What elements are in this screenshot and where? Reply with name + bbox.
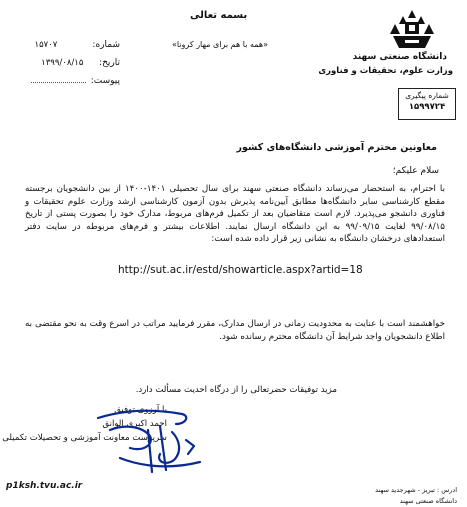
letter-date-value: ۱۳۹۹/۰۸/۱۵ (41, 58, 84, 68)
tracking-number-box (398, 88, 456, 120)
attachment-dotted-line (31, 82, 86, 83)
ministry-name: وزارت علوم، تحقیقات و فناوری (318, 66, 453, 76)
letter-attachment-label: پیوست: (90, 76, 120, 86)
university-logo-icon (385, 8, 439, 50)
handwritten-signature (90, 400, 220, 480)
letter-number-value: ۱۵۷۰۷ (34, 40, 58, 50)
watermark: p1ksh.tvu.ac.ir (6, 481, 83, 491)
signatory-title: سرپرست معاونت آموزشی و تحصیلات تکمیلی (2, 433, 167, 443)
letter-attachment (10, 76, 120, 86)
closing-line: مزید توفیقات حضرتعالی را از درگاه احدیت مسألت دارد. (135, 385, 337, 395)
body-paragraph-1: با احترام، به استحضار می‌رساند دانشگاه صنعتی سهند برای سال تحصیلی ۱۴۰۱-۱۴۰۰ از بین دانشجویان برجسته مقطع کارشناسی سایر دانشگاه‌ها مطابق آیین‌نامه پذیرش بدون آزمون کارشناسی ارشد وزارت علوم تحقیقات و فناوری دانشجو می‌پذیرد. لازم است متقاضیان بعد از تکمیل فرم‌های مربوط، مدارک خود را بصورت پستی از تاریخ ۹۹/۰۸/۱۵ لغایت ۹۹/۰۹/۱۵ به این دانشگاه ارسال نمایند. اطلاعات بیشتر و فرم‌های مربوطه در سایت دفتر استعدادهای درخشان دانشگاه به نشانی زیر قرار داده شده است: (25, 184, 445, 245)
basmala: بسمه تعالی (190, 10, 248, 21)
signature-wish: با آرزوی توفیق (114, 405, 167, 415)
greeting: سلام علیکم؛ (392, 166, 439, 176)
signatory-name: احمد اکبری الوانق (102, 419, 167, 429)
letter-date-label: تاریخ: (99, 58, 120, 68)
addressee: معاونین محترم آموزشی دانشگاه‌های کشور (236, 142, 437, 153)
letter-number-label: شماره: (92, 40, 120, 50)
tracking-value: ۱۵۹۹۷۲۴ (408, 102, 446, 112)
letter-number (10, 40, 120, 50)
website-link[interactable]: http://sut.ac.ir/estd/showarticle.aspx?artid=18 (118, 264, 363, 276)
footer-university: دانشگاه صنعتی سهند (399, 497, 457, 505)
footer-address: ادرس : تبریز - شهرجدید سهند (375, 486, 457, 494)
body-paragraph-2: خواهشمند است با عنایت به محدودیت زمانی در ارسال مدارک، مقرر فرمایید مراتب در اسرع وقت به نحو مقتضی به اطلاع دانشجویان واجد شرایط آن دانشگاه محترم رسانده شود. (25, 319, 445, 342)
tracking-label: شماره پیگیری (405, 91, 449, 100)
letter-date (10, 58, 120, 68)
university-name: دانشگاه صنعتی سهند (352, 52, 447, 62)
slogan: «همه با هم برای مهار کرونا» (172, 40, 268, 49)
